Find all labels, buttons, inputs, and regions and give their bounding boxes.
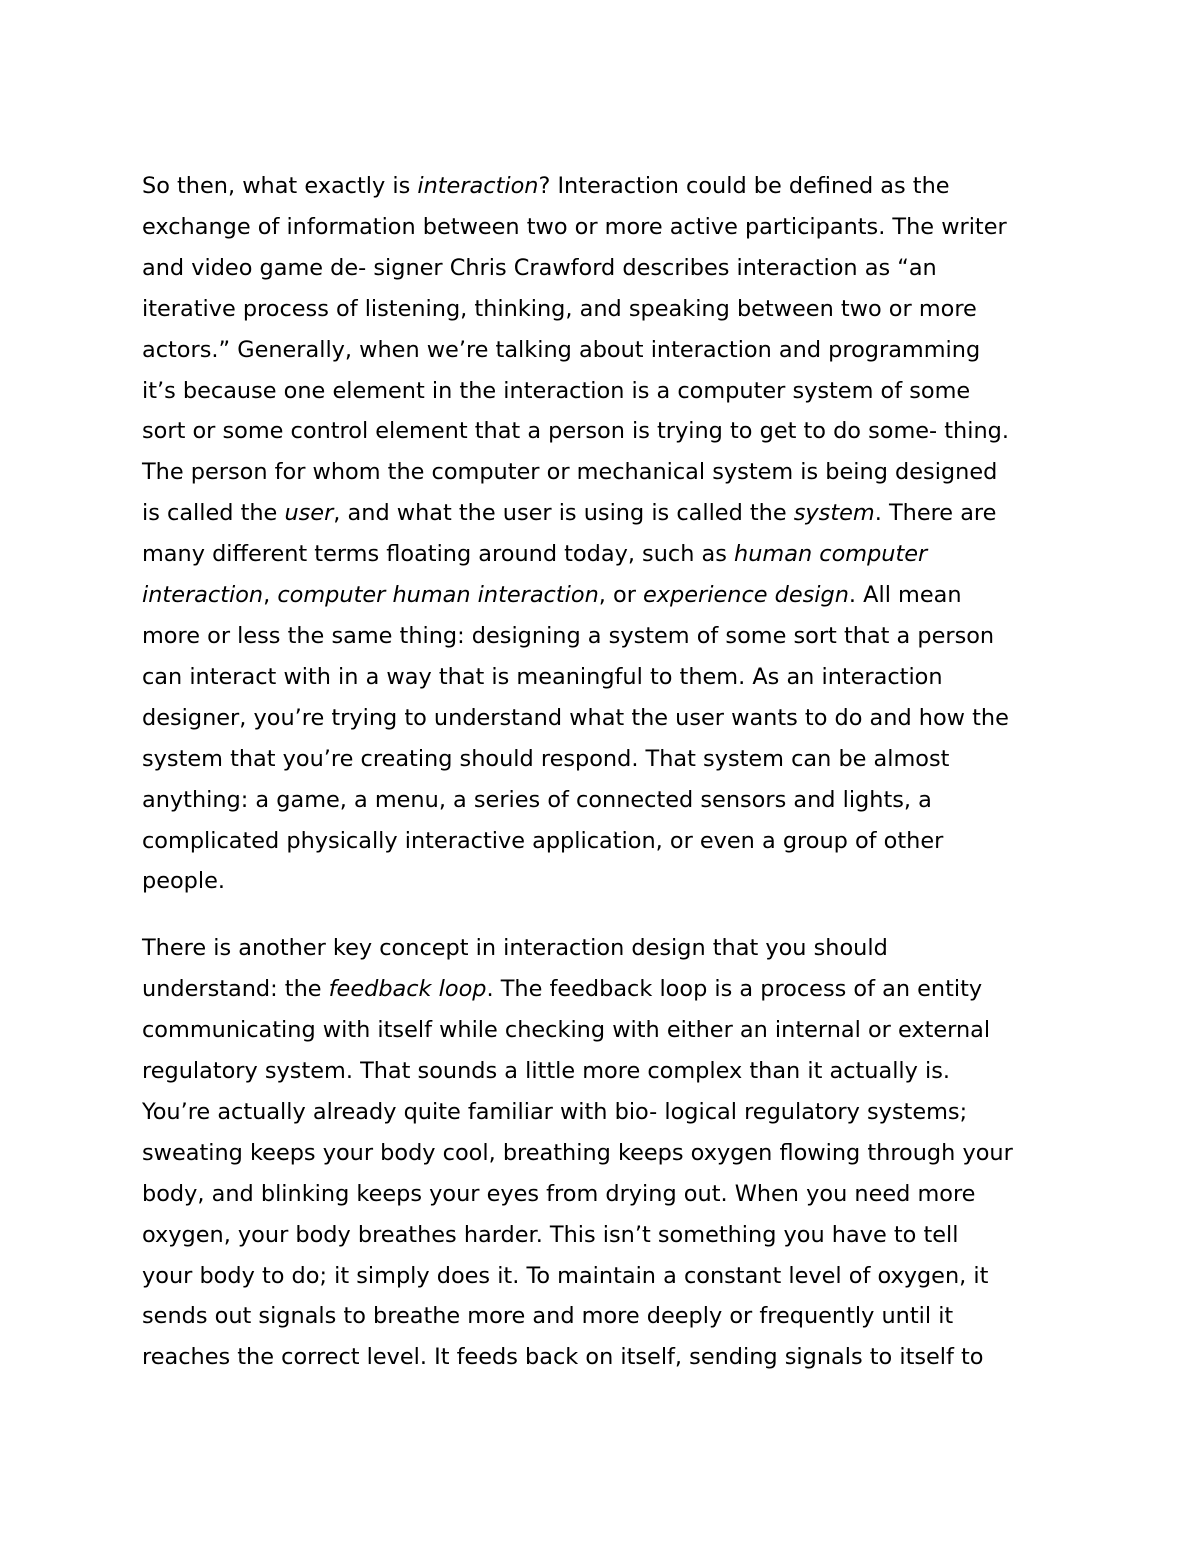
emphasized-term: interaction [142, 582, 264, 609]
text-run: regulatory system. That sounds a little more complex than it actually is. [142, 1058, 951, 1085]
text-line [142, 698, 1070, 739]
text-run: more or less the same thing: designing a system of some sort that a person [142, 622, 995, 649]
text-line [142, 493, 1070, 534]
text-line [142, 371, 1070, 412]
text-run: oxygen, your body breathes harder. This isn’t something you have to tell [142, 1221, 959, 1248]
text-run: There is another key concept in interaction design that you should [142, 935, 888, 962]
text-run: sends out signals to breathe more and more deeply or frequently until it [142, 1303, 954, 1330]
text-run: complicated physically interactive application, or even a group of other [142, 827, 944, 854]
emphasized-term: experience design [643, 582, 849, 609]
text-line [142, 330, 1070, 371]
text-line [142, 821, 1070, 862]
emphasized-term: system [793, 500, 875, 527]
text-run: people. [142, 868, 226, 895]
text-run: , and what the user is using is called the [333, 500, 794, 527]
text-line [142, 969, 1070, 1010]
text-run: communicating with itself while checking with either an internal or external [142, 1017, 991, 1044]
text-line [142, 207, 1070, 248]
text-run: your body to do; it simply does it. To maintain a constant level of oxygen, it [142, 1262, 989, 1289]
emphasized-term: interaction [417, 173, 539, 199]
text-line [142, 1256, 1070, 1297]
text-run: The person for whom the computer or mechanical system is being designed [142, 459, 998, 486]
text-line [142, 452, 1070, 493]
text-line [142, 1133, 1070, 1174]
text-run: can interact with in a way that is meaningful to them. As an interaction [142, 663, 943, 690]
text-line [142, 1296, 1070, 1337]
text-line [142, 616, 1070, 657]
text-line [142, 739, 1070, 780]
document-page [142, 166, 1070, 1378]
emphasized-term: user [284, 500, 334, 527]
text-line [142, 1215, 1070, 1256]
text-run: designer, you’re trying to understand what the user wants to do and how the [142, 704, 1009, 731]
text-line [142, 289, 1070, 330]
text-run: sort or some control element that a person is trying to get to do some- thing. [142, 418, 1009, 445]
text-run: is called the [142, 500, 285, 527]
emphasized-term: human computer [734, 541, 928, 568]
text-run: sweating keeps your body cool, breathing keeps oxygen flowing through your [142, 1139, 1013, 1166]
text-line [142, 928, 1070, 969]
text-run: understand: the [142, 976, 329, 1003]
text-line [142, 1051, 1070, 1092]
text-run: it’s because one element in the interaction is a computer system of some [142, 377, 971, 404]
text-run: system that you’re creating should respond. That system can be almost [142, 745, 950, 772]
text-run: ? Interaction could be defined as the [538, 173, 950, 199]
text-run: body, and blinking keeps your eyes from drying out. When you need more [142, 1180, 976, 1207]
text-line [142, 657, 1070, 698]
text-line [142, 1337, 1070, 1378]
text-run: , [263, 582, 278, 609]
text-run: . All mean [848, 582, 962, 609]
text-line [142, 780, 1070, 821]
text-run: You’re actually already quite familiar with bio- logical regulatory systems; [142, 1098, 968, 1125]
paragraph [142, 928, 1070, 1378]
document-body [142, 166, 1070, 1378]
text-run: iterative process of listening, thinking, and speaking between two or more [142, 295, 977, 322]
text-run: many different terms floating around today, such as [142, 541, 735, 568]
text-run: . The feedback loop is a process of an entity [486, 976, 983, 1003]
text-line [142, 1174, 1070, 1215]
text-line [142, 411, 1070, 452]
paragraph [142, 166, 1070, 902]
text-line [142, 248, 1070, 289]
text-run: actors.” Generally, when we’re talking about interaction and programming [142, 336, 981, 363]
text-line [142, 861, 1070, 902]
emphasized-term: computer human interaction [277, 582, 599, 609]
text-line [142, 575, 1070, 616]
text-run: reaches the correct level. It feeds back on itself, sending signals to itself to [142, 1344, 984, 1371]
emphasized-term: feedback loop [328, 976, 487, 1003]
text-line [142, 1092, 1070, 1133]
text-run: So then, what exactly is [142, 173, 418, 199]
text-run: , or [598, 582, 644, 609]
text-line [142, 534, 1070, 575]
text-run: and video game de- signer Chris Crawford describes interaction as “an [142, 254, 937, 281]
text-run: . There are [874, 500, 997, 527]
text-line [142, 166, 1070, 207]
text-run: anything: a game, a menu, a series of connected sensors and lights, a [142, 786, 932, 813]
text-run: exchange of information between two or more active participants. The writer [142, 213, 1007, 240]
text-line [142, 1010, 1070, 1051]
